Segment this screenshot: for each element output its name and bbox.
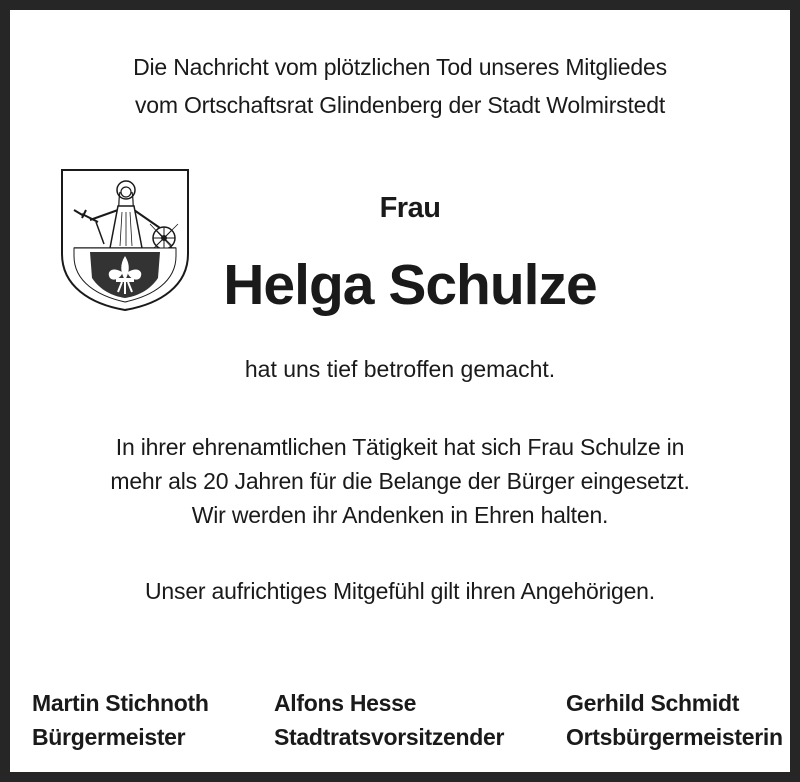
salutation: Frau xyxy=(379,192,441,224)
signatory-title: Bürgermeister xyxy=(32,724,186,750)
tribute-text xyxy=(20,430,780,532)
signatory-council-chair xyxy=(274,686,504,754)
intro-line-1: Die Nachricht vom plötzlichen Tod unseres Mitgliedes xyxy=(133,54,667,80)
tribute-line-3: Wir werden ihr Andenken in Ehren halten. xyxy=(191,502,609,528)
signatory-title: Stadtratsvorsitzender xyxy=(274,724,505,750)
signatory-name: Alfons Hesse xyxy=(274,690,417,716)
message-text: hat uns tief betroffen gemacht. xyxy=(244,356,556,382)
coat-of-arms-icon xyxy=(60,168,190,312)
signatory-local-mayor xyxy=(566,686,783,754)
signatory-mayor xyxy=(32,686,209,754)
intro-line-2: vom Ortschaftsrat Glindenberg der Stadt Wolmirstedt xyxy=(134,92,666,118)
intro-text xyxy=(20,48,780,124)
signatory-name: Gerhild Schmidt xyxy=(566,690,740,716)
condolence-text: Unser aufrichtiges Mitgefühl gilt ihren Angehörigen. xyxy=(145,578,655,604)
tribute-line-2: mehr als 20 Jahren für die Belange der Bürger eingesetzt. xyxy=(110,468,690,494)
tribute-line-1: In ihrer ehrenamtlichen Tätigkeit hat sich Frau Schulze in xyxy=(115,434,685,460)
deceased-name: Helga Schulze xyxy=(223,253,597,317)
signatory-name: Martin Stichnoth xyxy=(32,690,209,716)
signatory-title: Ortsbürgermeisterin xyxy=(566,724,783,750)
